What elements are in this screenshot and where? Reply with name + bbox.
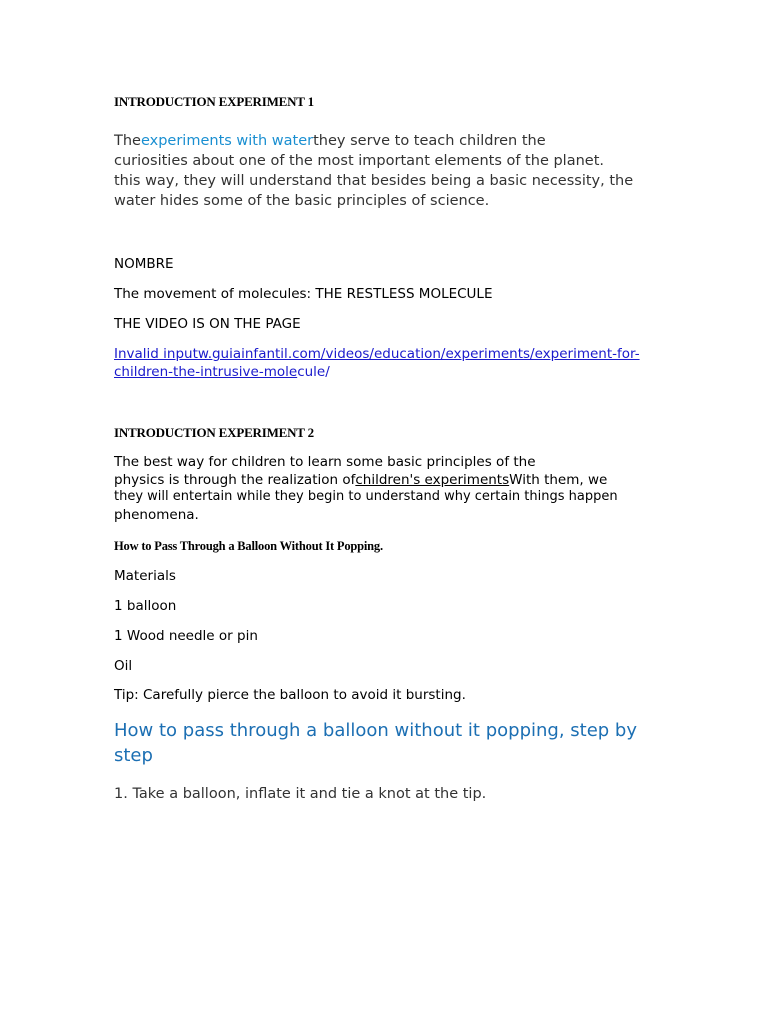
intro-text-start: The xyxy=(114,133,141,149)
material-item: 1 Wood needle or pin xyxy=(114,628,258,644)
experiment-2-line-2 xyxy=(114,471,607,489)
nombre-label: NOMBRE xyxy=(114,256,174,272)
exp2-text-start: physics is through the realization of xyxy=(114,472,356,488)
experiment-2-heading: INTRODUCTION EXPERIMENT 2 xyxy=(114,425,314,440)
experiment-1-intro-line-4: water hides some of the basic principles of science. xyxy=(114,193,490,209)
steps-heading-line-1: How to pass through a balloon without it popping, step by xyxy=(114,720,638,741)
experiment-1-heading: INTRODUCTION EXPERIMENT 1 xyxy=(114,94,314,109)
balloon-experiment-title: How to Pass Through a Balloon Without It Popping. xyxy=(114,539,383,553)
experiment-1-intro-line-2: curiosities about one of the most important elements of the planet. xyxy=(114,153,604,169)
experiments-with-water-link[interactable]: experiments with water xyxy=(140,133,314,149)
tip-text: Tip: Carefully pierce the balloon to avoid it bursting. xyxy=(114,687,466,703)
experiment-1-intro-line-1 xyxy=(114,131,546,151)
video-note: THE VIDEO IS ON THE PAGE xyxy=(114,316,301,332)
materials-label: Materials xyxy=(114,568,176,584)
video-link-line-2[interactable] xyxy=(114,363,330,381)
movement-of-molecules-text: The movement of molecules: THE RESTLESS MOLECULE xyxy=(114,286,493,302)
video-link-part-b[interactable]: cule/ xyxy=(297,364,330,380)
video-link-line-1[interactable]: Invalid inputw.guiainfantil.com/videos/education/experiments/experiment-for- xyxy=(114,346,640,362)
experiment-2-line-3: they will entertain while they begin to understand why certain things happen xyxy=(114,489,618,504)
exp2-text-end: With them, we xyxy=(509,472,608,488)
video-link-part-a[interactable]: children-the-intrusive-mole xyxy=(114,364,298,380)
material-item: Oil xyxy=(114,658,133,674)
experiment-2-line-4: phenomena. xyxy=(114,507,199,523)
experiment-2-line-1: The best way for children to learn some basic principles of the xyxy=(114,454,536,470)
material-item: 1 balloon xyxy=(114,598,177,614)
step-1-text: 1. Take a balloon, inflate it and tie a knot at the tip. xyxy=(114,786,487,802)
steps-heading-line-2: step xyxy=(114,745,153,766)
intro-text-end: they serve to teach children the xyxy=(313,133,546,149)
childrens-experiments-link[interactable]: children's experiments xyxy=(355,472,510,488)
experiment-1-intro-line-3: this way, they will understand that besides being a basic necessity, the xyxy=(114,173,634,189)
